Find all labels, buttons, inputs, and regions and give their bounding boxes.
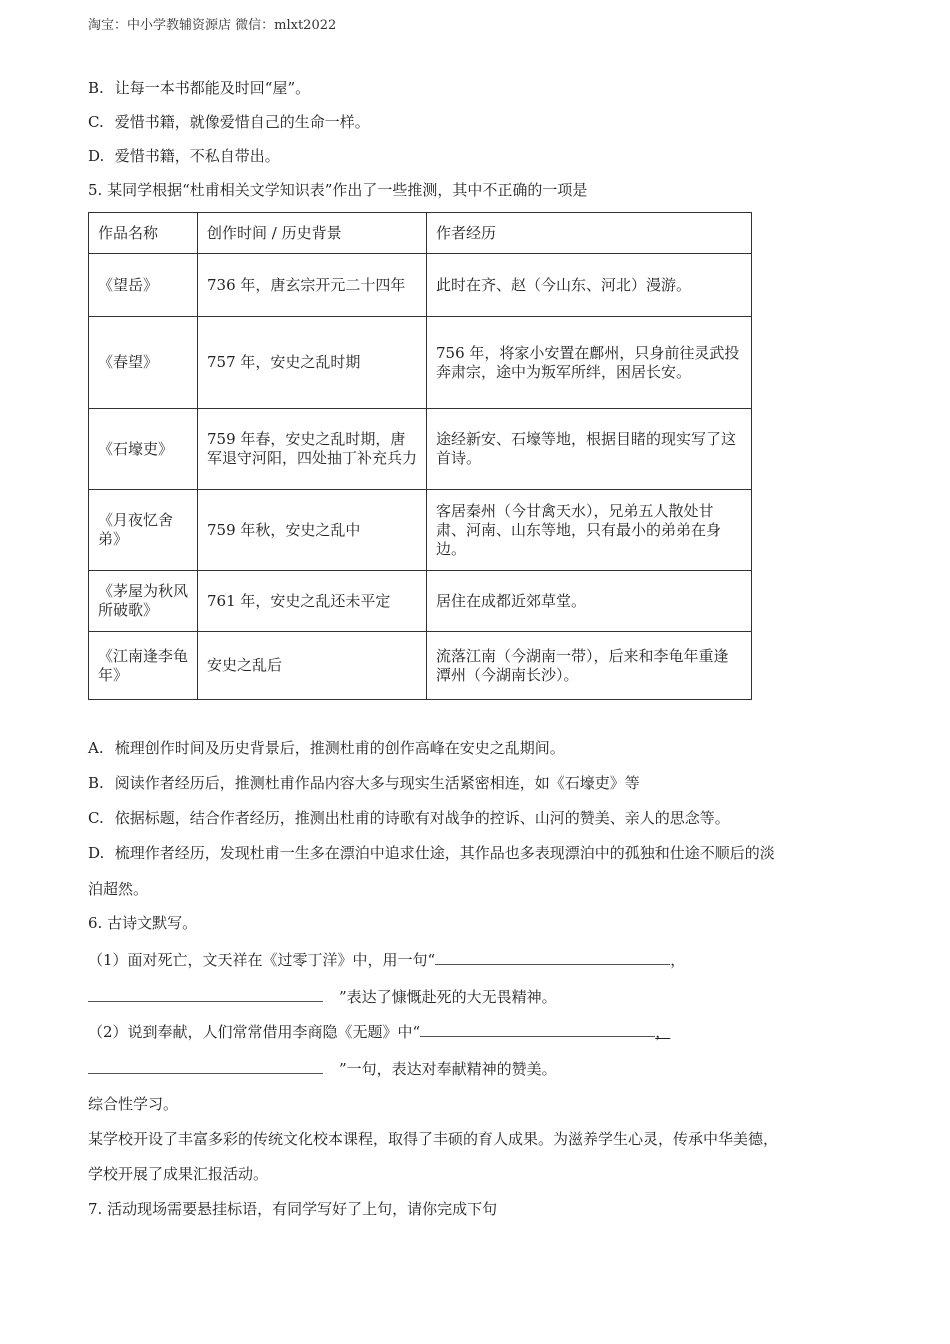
q4-option-d	[88, 146, 280, 166]
table-cell: 客居秦州（今甘禽天水），兄弟五人散处甘肃、河南、山东等地，只有最小的弟弟在身边。	[427, 490, 752, 571]
table-header-cell: 创作时间 / 历史背景	[198, 213, 427, 254]
option-text: 梳理作者经历，发现杜甫一生多在漂泊中追求仕途，其作品也多表现漂泊中的孤独和仕途不顺后的淡	[114, 844, 775, 862]
table-cell: 《石壕吏》	[89, 409, 198, 490]
answer-blank[interactable]	[420, 1021, 655, 1037]
table-cell: 居住在成都近郊草堂。	[427, 571, 752, 632]
table-row	[89, 490, 752, 571]
table-cell: 《春望》	[89, 317, 198, 409]
table-cell: 此时在齐、赵（今山东、河北）漫游。	[427, 254, 752, 317]
q6-item1-prefix: （1）面对死亡，文天祥在《过零丁洋》中，用一句“	[88, 951, 436, 969]
option-text: 梳理创作时间及历史背景后，推测杜甫的创作高峰在安史之乱期间。	[114, 739, 565, 757]
option-letter: C.	[88, 113, 104, 131]
q6-item2-prefix: （2）说到奉献，人们常常借用李商隐《无题》中“	[88, 1023, 421, 1041]
q6-item2-line1	[88, 1021, 670, 1042]
table-cell: 《望岳》	[89, 254, 198, 317]
q5-stem: 5. 某同学根据“杜甫相关文学知识表”作出了一些推测，其中不正确的一项是	[88, 181, 588, 199]
q6-item1-suffix: ”表达了慷慨赴死的大无畏精神。	[339, 988, 557, 1006]
q6-item1-comma: ，	[670, 951, 686, 969]
table-cell: 759 年秋，安史之乱中	[198, 490, 427, 571]
table-cell: 757 年，安史之乱时期	[198, 317, 427, 409]
section-title: 综合性学习。	[88, 1095, 179, 1113]
q5-option-b	[88, 773, 640, 793]
du-fu-knowledge-table	[88, 212, 752, 700]
answer-blank[interactable]	[88, 986, 323, 1002]
q4-option-b	[88, 78, 310, 98]
option-letter: C.	[88, 809, 104, 827]
answer-blank[interactable]	[435, 949, 670, 965]
table-row	[89, 254, 752, 317]
answer-blank[interactable]	[88, 1058, 323, 1074]
table-cell: 安史之乱后	[198, 632, 427, 700]
option-letter: B.	[88, 774, 104, 792]
q5-option-a	[88, 738, 565, 758]
table-row	[89, 317, 752, 409]
q5-option-c	[88, 808, 730, 828]
option-text: 爱惜书籍，不私自带出。	[114, 147, 280, 165]
q4-option-c	[88, 112, 370, 132]
table-cell: 《茅屋为秋风所破歌》	[89, 571, 198, 632]
option-text: 依据标题，结合作者经历，推测出杜甫的诗歌有对战争的控诉、山河的赞美、亲人的思念等。	[114, 809, 730, 827]
q6-item2-comma: ，	[655, 1023, 671, 1041]
page-header: 淘宝：中小学教辅资源店 微信：mlxt2022	[88, 18, 337, 33]
table-header-cell: 作品名称	[89, 213, 198, 254]
option-letter: D.	[88, 147, 105, 165]
option-letter: D.	[88, 844, 105, 862]
table-header-row	[89, 213, 752, 254]
section-intro-line2: 学校开展了成果汇报活动。	[88, 1165, 269, 1183]
q7-stem: 7. 活动现场需要悬挂标语，有同学写好了上句，请你完成下句	[88, 1200, 498, 1218]
table-row	[89, 632, 752, 700]
table-cell: 736 年，唐玄宗开元二十四年	[198, 254, 427, 317]
option-text: 让每一本书都能及时回“屋”。	[114, 79, 311, 97]
q6-item1-line1	[88, 949, 685, 970]
table-cell: 756 年，将家小安置在鄜州，只身前往灵武投奔肃宗，途中为叛军所绊，困居长安。	[427, 317, 752, 409]
option-letter: B.	[88, 79, 104, 97]
table-cell: 流落江南（今湖南一带），后来和李龟年重逢 潭州（今湖南长沙）。	[427, 632, 752, 700]
table-cell: 761 年，安史之乱还未平定	[198, 571, 427, 632]
table-row	[89, 409, 752, 490]
q6-item2-line2	[88, 1058, 557, 1079]
q6-title: 6. 古诗文默写。	[88, 914, 198, 932]
section-intro-line1: 某学校开设了丰富多彩的传统文化校本课程，取得了丰硕的育人成果。为滋养学生心灵，传承中华美德，	[88, 1130, 779, 1148]
table-cell: 途经新安、石壕等地，根据目睹的现实写了这首诗。	[427, 409, 752, 490]
table-cell: 759 年春，安史之乱时期，唐军退守河阳，四处抽丁补充兵力	[198, 409, 427, 490]
q5-option-d	[88, 843, 775, 863]
option-text: 爱惜书籍，就像爱惜自己的生命一样。	[114, 113, 370, 131]
q6-item1-line2	[88, 986, 557, 1007]
table-row	[89, 571, 752, 632]
table-cell: 《月夜忆舍弟》	[89, 490, 198, 571]
option-text: 阅读作者经历后，推测杜甫作品内容大多与现实生活紧密相连，如《石壕吏》等	[114, 774, 640, 792]
q6-item2-suffix: ”一句，表达对奉献精神的赞美。	[339, 1060, 557, 1078]
q5-option-d-continued: 泊超然。	[88, 880, 149, 898]
table-header-cell: 作者经历	[427, 213, 752, 254]
table-cell: 《江南逢李龟年》	[89, 632, 198, 700]
option-letter: A.	[88, 739, 104, 757]
